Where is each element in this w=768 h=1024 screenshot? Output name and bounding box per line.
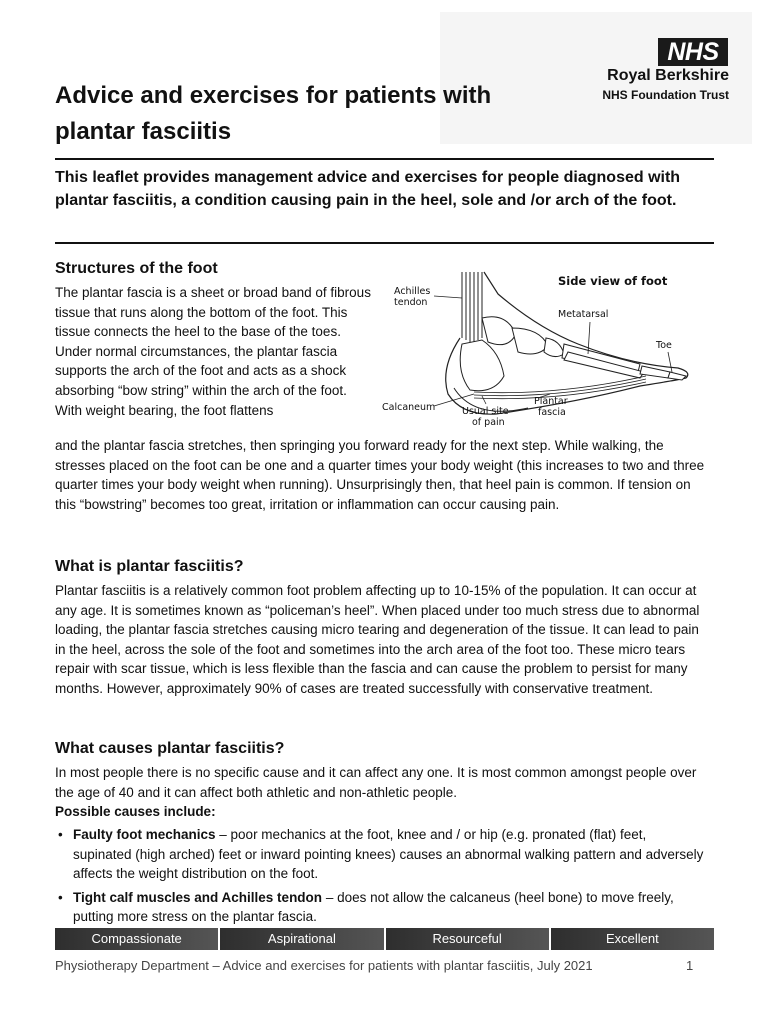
foot-diagram <box>378 268 700 434</box>
label-calcaneum: Calcaneum <box>382 402 436 413</box>
label-achilles-2: tendon <box>394 297 428 308</box>
achilles-tendon-illustration <box>462 272 482 342</box>
page-number: 1 <box>686 958 694 973</box>
list-item: • Faulty foot mechanics – poor mechanics at the foot, knee and / or hip (e.g. pronated (flat) feet, supinated (high arched) feet or inward pointing knees) causes an abnormal walking pattern and adversely affects the weight distribution on the foot. <box>58 827 704 882</box>
page-title: Advice and exercises for patients with plantar fasciitis <box>55 82 492 145</box>
label-usual-site-2: of pain <box>472 417 505 428</box>
cause-title: Faulty foot mechanics <box>73 827 216 842</box>
label-metatarsal: Metatarsal <box>558 309 609 320</box>
structures-paragraph-1: The plantar fascia is a sheet or broad band of fibrous tissue that runs along the bottom of the foot. This tissue connects the heel to the base of the toes. Under normal circumstances, the plantar fascia supports the arch of the foot and acts as a shock absorbing “bow string” within the arch of the foot. With weight bearing, the foot flattens <box>55 285 371 418</box>
label-plantar-2: fascia <box>538 407 566 418</box>
what-is-paragraph: Plantar fasciitis is a relatively common foot problem affecting up to 10-15% of the population. It can occur at any age. It is sometimes known as “policeman’s heel”. When placed under too much stress due to abnormal loading, the plantar fascia stretches causing micro tearing and degeneration of the tissue. It can lead to pain in the heel, across the sole of the foot and sometimes into the arch area of the foot too. These micro tears repair with scar tissue, which is less flexible than the fascia and can cause the problem to persist for many months. However, approximately 90% of cases are treated successfully with conservative treatment. <box>55 583 700 696</box>
cause-text: – poor mechanics at the foot, knee and / or hip (e.g. pronated (flat) feet, supinated (high arched) feet or inward pointing knees) causes an abnormal walking pattern and adversely affects the weight distribution on the foot. <box>73 827 704 882</box>
trust-subtitle: NHS Foundation Trust <box>602 88 729 102</box>
value-compassionate: Compassionate <box>55 928 218 950</box>
values-banner <box>55 928 714 950</box>
label-usual-site-1: Usual site <box>462 406 509 417</box>
section-heading-what-is: What is plantar fasciitis? <box>55 558 244 575</box>
causes-paragraph: In most people there is no specific cause and it can affect any one. It is most common amongst people over the age of 40 and it can affect both athletic and non-athletic people. <box>55 765 697 800</box>
label-toe: Toe <box>656 340 672 351</box>
causes-subheading: Possible causes include: <box>55 804 216 819</box>
cause-title: Tight calf muscles and Achilles tendon <box>73 889 323 905</box>
nhs-logo: NHS <box>658 38 728 66</box>
trust-name: Royal Berkshire <box>607 67 729 84</box>
value-aspirational: Aspirational <box>220 928 383 950</box>
footer-text: Physiotherapy Department – Advice and exercises for patients with plantar fasciitis, July 2021 <box>55 958 593 973</box>
causes-list <box>55 825 705 931</box>
cause-text: – does not allow the calcaneus (heel bone) to move freely, putting more stress on the plantar fascia. <box>73 889 674 925</box>
value-resourceful: Resourceful <box>386 928 549 950</box>
list-item: • Tight calf muscles and Achilles tendon – does not allow the calcaneus (heel bone) to move freely, putting more stress on the plantar fascia. <box>58 889 674 925</box>
foot-bones <box>460 317 686 391</box>
intro-text: This leaflet provides management advice and exercises for people diagnosed with plantar fasciitis, a condition causing pain in the heel, sole and /or arch of the foot. <box>55 169 681 209</box>
section-heading-structures: Structures of the foot <box>55 260 218 277</box>
label-achilles-1: Achilles <box>394 286 431 297</box>
structures-paragraph-2: and the plantar fascia stretches, then springing you forward ready for the next step. While walking, the stresses placed on the foot can be one and a quarter times your body weight (this increases to two and three quarter times your body weight when running). Unsurprisingly then, that heel pain is common. If tension on this “bowstring” becomes too great, irritation or inflammation can occur causing pain. <box>55 438 705 512</box>
divider-top <box>55 158 714 160</box>
divider-bottom <box>55 242 714 244</box>
diagram-title: Side view of foot <box>558 274 668 288</box>
section-heading-causes: What causes plantar fasciitis? <box>55 740 285 757</box>
value-excellent: Excellent <box>551 928 714 950</box>
label-plantar-1: Plantar <box>534 396 568 407</box>
